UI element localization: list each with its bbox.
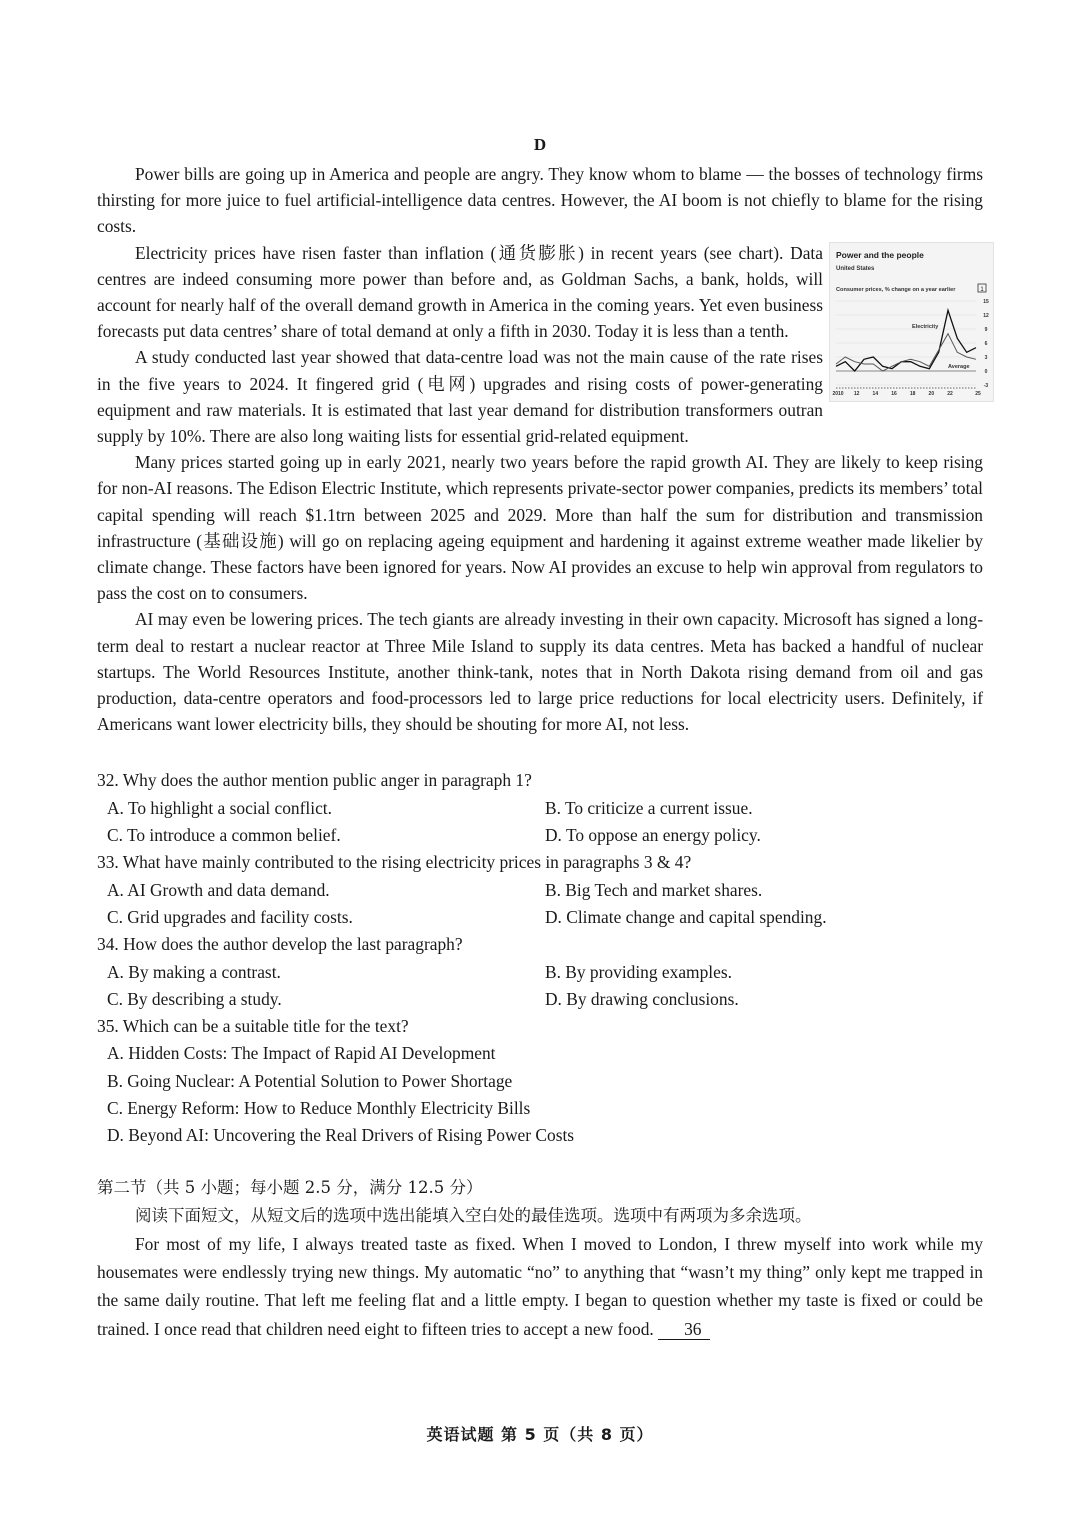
section-2-instruction: 阅读下面短文，从短文后的选项中选出能填入空白处的最佳选项。选项中有两项为多余选项。 xyxy=(135,1205,812,1225)
question-35-stem: 35. Which can be a suitable title for the text? xyxy=(97,1016,409,1037)
chart-y-tick-label: 3 xyxy=(984,354,988,361)
question-32-option-c[interactable]: C. To introduce a common belief. xyxy=(107,825,341,846)
paragraph-4: Many prices started going up in early 2021, nearly two years before the rapid growth AI. They are likely to keep rising for non-AI reasons. The Edison Electric Institute, which represents private-sector power companies, predicts its members’ total capital spending will reach $1.1trn between 2025 and 2029. More than half the sum for distribution and transmission infrastructure (基础设施) will go on replacing ageing equipment and hardening it against extreme weather made likelier by climate change. These factors have been ignored for years. Now AI provides an excuse to help win approval from regulators to pass the cost on to consumers. xyxy=(97,452,983,604)
chart-ylabel: Consumer prices, % change on a year earlier xyxy=(836,286,956,293)
chart-y-tick-label: -3 xyxy=(983,382,989,389)
question-34-option-a[interactable]: A. By making a contrast. xyxy=(107,961,281,982)
paragraph-3: A study conducted last year showed that data-centre load was not the main cause of the rate rises in the five years to 2024. It fingered grid (电网) upgrades and rising costs of power-generating equipment and raw materials. It is estimated that last year demand for distribution transformers outran supply by 10%. There are also long waiting lists for essential grid-related equipment. xyxy=(97,347,823,447)
page-footer: 英语试题 第 5 页（共 8 页） xyxy=(426,1425,654,1444)
question-35-option-b[interactable]: B. Going Nuclear: A Potential Solution to Power Shortage xyxy=(107,1070,513,1091)
chart-x-tick-label: 16 xyxy=(891,390,897,397)
chart-svg xyxy=(830,243,993,401)
paragraph-5: AI may even be lowering prices. The tech giants are already investing in their own capacity. Microsoft has signed a long-term deal to restart a nuclear reactor at Three Mile Island to supply its data centres. Meta has backed a handful of nuclear startups. The World Resources Institute, another think-tank, notes that in North Dakota rising demand from oil and gas production, data-centre operators and food-processors led to large price reductions for local electricity users. Definitely, if Americans want lower electricity bills, they should be shouting for more AI, not less. xyxy=(97,609,983,735)
question-34-option-d[interactable]: D. By drawing conclusions. xyxy=(545,988,739,1009)
section-2-passage-text: For most of my life, I always treated taste as fixed. When I moved to London, I threw myself into work while my housemates were endlessly trying new things. My automatic “no” to anything that “wasn’t my thing” only kept me trapped in the same daily routine. That left me feeling flat and a little empty. I began to question whether my taste is fixed or could be trained. I once read that children need eight to fifteen tries to accept a new food. xyxy=(97,1233,983,1339)
chart-x-tick-label: 20 xyxy=(928,390,935,397)
question-35-option-d[interactable]: D. Beyond AI: Uncovering the Real Drivers of Rising Power Costs xyxy=(107,1125,575,1146)
chart-gridlines xyxy=(836,301,976,385)
chart-series-label-average: Average xyxy=(948,363,970,370)
question-32-stem: 32. Why does the author mention public anger in paragraph 1? xyxy=(97,770,532,791)
question-33-option-c[interactable]: C. Grid upgrades and facility costs. xyxy=(107,906,353,927)
chart-y-tick-label: 0 xyxy=(984,368,988,375)
question-35-option-a[interactable]: A. Hidden Costs: The Impact of Rapid AI Development xyxy=(107,1043,496,1064)
chart-power-and-people xyxy=(829,242,994,402)
chart-x-tick-label: 22 xyxy=(947,390,953,397)
question-34-option-c[interactable]: C. By describing a study. xyxy=(107,988,282,1009)
section-2-heading: 第二节（共 5 小题；每小题 2.5 分，满分 12.5 分） xyxy=(97,1177,483,1197)
question-33-option-a[interactable]: A. AI Growth and data demand. xyxy=(107,879,330,900)
chart-y-tick-label: 6 xyxy=(984,340,988,347)
chart-x-tick-label: 12 xyxy=(853,390,860,397)
chart-x-tick-label: 25 xyxy=(975,390,981,397)
question-list xyxy=(97,767,983,1149)
question-32-option-a[interactable]: A. To highlight a social conflict. xyxy=(107,797,332,818)
question-33-stem: 33. What have mainly contributed to the rising electricity prices in paragraphs 3 & 4? xyxy=(97,852,692,873)
blank-36[interactable]: 36 xyxy=(658,1319,710,1340)
chart-x-tick-label: 2010 xyxy=(832,390,844,397)
question-32-option-b[interactable]: B. To criticize a current issue. xyxy=(545,797,753,818)
question-33-option-b[interactable]: B. Big Tech and market shares. xyxy=(545,879,763,900)
section-2 xyxy=(97,1174,983,1230)
paragraph-2: Electricity prices have risen faster than inflation (通货膨胀) in recent years (see chart). Data centres are indeed consuming more power than before and, as Goldman Sachs, a bank, holds, will account for nearly half of the overall demand growth in America in the coming years. Yet even business forecasts put data centres’ share of total demand at only a fifth in 2030. Today it is less than a tenth. xyxy=(97,242,823,342)
chart-y-tick-label: 15 xyxy=(983,298,989,305)
chart-series-lines xyxy=(836,310,976,371)
chart-y-ticks xyxy=(983,299,989,389)
question-33-option-d[interactable]: D. Climate change and capital spending. xyxy=(545,906,827,927)
chart-title: Power and the people xyxy=(836,249,924,260)
question-34-stem: 34. How does the author develop the last paragraph? xyxy=(97,934,463,955)
question-34-option-b[interactable]: B. By providing examples. xyxy=(545,961,732,982)
chart-x-ticks xyxy=(832,388,981,397)
paragraph-1: Power bills are going up in America and people are angry. They know whom to blame — the bosses of technology firms thirsting for more juice to fuel artificial-intelligence data centres. However, the AI boom is not chiefly to blame for the rising costs. xyxy=(97,164,983,237)
chart-y-tick-label: 12 xyxy=(983,312,989,319)
chart-x-tick-label: 14 xyxy=(872,390,879,397)
chart-x-tick-label: 18 xyxy=(909,390,916,397)
chart-series-label-electricity: Electricity xyxy=(912,323,939,330)
chart-y-tick-label: 9 xyxy=(984,326,988,333)
chart-subtitle: United States xyxy=(836,265,875,272)
chart-legend-box-label: 1 xyxy=(980,286,984,293)
question-35-option-c[interactable]: C. Energy Reform: How to Reduce Monthly Electricity Bills xyxy=(107,1098,531,1119)
question-32-option-d[interactable]: D. To oppose an energy policy. xyxy=(545,825,761,846)
exam-page xyxy=(97,135,989,1343)
section-2-passage xyxy=(97,1230,983,1344)
section-letter: D xyxy=(533,135,547,154)
